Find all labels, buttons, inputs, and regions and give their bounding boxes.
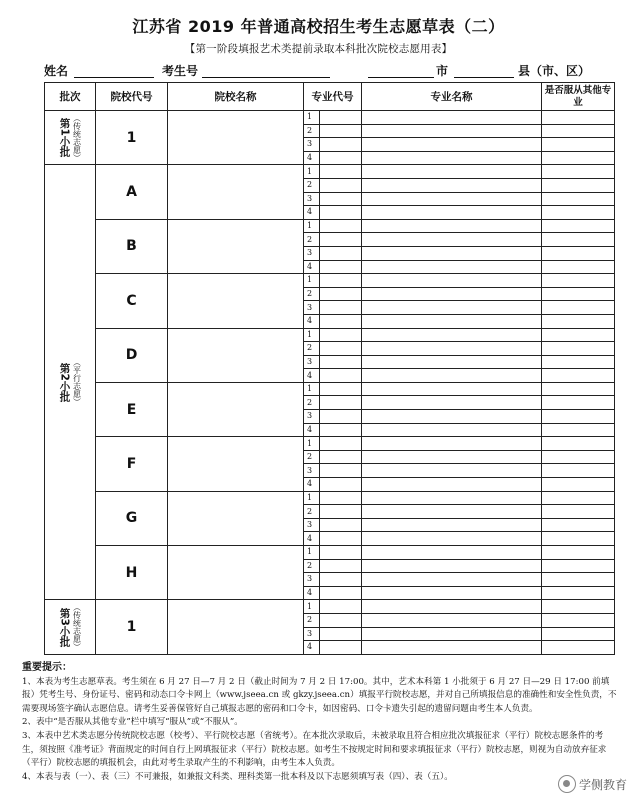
obey-other-cell[interactable] xyxy=(542,274,615,288)
school-name-cell[interactable] xyxy=(168,491,304,545)
major-code-cell[interactable] xyxy=(320,138,362,152)
major-number-cell: 4 xyxy=(304,314,320,328)
major-name-cell[interactable] xyxy=(362,410,542,424)
major-number-cell: 4 xyxy=(304,423,320,437)
obey-other-cell[interactable] xyxy=(542,246,615,260)
major-code-cell[interactable] xyxy=(320,573,362,587)
obey-other-cell[interactable] xyxy=(542,165,615,179)
major-number-cell: 4 xyxy=(304,260,320,274)
obey-other-cell[interactable] xyxy=(542,396,615,410)
exam-no-field[interactable] xyxy=(202,77,330,78)
obey-other-cell[interactable] xyxy=(542,233,615,247)
major-code-cell[interactable] xyxy=(320,165,362,179)
school-code-cell[interactable]: 1 xyxy=(96,111,168,165)
school-code-cell[interactable]: E xyxy=(96,382,168,436)
header-school-code: 院校代号 xyxy=(96,83,168,111)
wechat-watermark xyxy=(554,773,631,795)
table-row xyxy=(45,600,615,614)
major-number-cell: 1 xyxy=(304,600,320,614)
table-body xyxy=(45,111,615,655)
major-code-cell[interactable] xyxy=(320,178,362,192)
student-info-line xyxy=(44,62,614,80)
major-number-cell: 1 xyxy=(304,437,320,451)
major-code-cell[interactable] xyxy=(320,328,362,342)
major-code-cell[interactable] xyxy=(320,369,362,383)
major-number-cell: 1 xyxy=(304,491,320,505)
school-code-cell[interactable]: C xyxy=(96,274,168,328)
major-number-cell: 3 xyxy=(304,192,320,206)
obey-other-cell[interactable] xyxy=(542,328,615,342)
obey-other-cell[interactable] xyxy=(542,423,615,437)
major-number-cell: 3 xyxy=(304,627,320,641)
obey-other-cell[interactable] xyxy=(542,437,615,451)
obey-other-cell[interactable] xyxy=(542,314,615,328)
major-number-cell: 1 xyxy=(304,546,320,560)
school-code-cell[interactable]: A xyxy=(96,165,168,219)
major-code-cell[interactable] xyxy=(320,437,362,451)
table-row xyxy=(45,437,615,451)
major-name-cell[interactable] xyxy=(362,151,542,165)
wechat-logo-icon xyxy=(558,775,576,793)
obey-other-cell[interactable] xyxy=(542,586,615,600)
major-code-cell[interactable] xyxy=(320,124,362,138)
major-code-cell[interactable] xyxy=(320,450,362,464)
major-name-cell[interactable] xyxy=(362,246,542,260)
table-row xyxy=(45,546,615,560)
major-number-cell: 3 xyxy=(304,573,320,587)
major-name-cell[interactable] xyxy=(362,600,542,614)
major-code-cell[interactable] xyxy=(320,546,362,560)
obey-other-cell[interactable] xyxy=(542,355,615,369)
major-number-cell: 4 xyxy=(304,478,320,492)
major-name-cell[interactable] xyxy=(362,274,542,288)
major-number-cell: 2 xyxy=(304,178,320,192)
major-code-cell[interactable] xyxy=(320,627,362,641)
major-name-cell[interactable] xyxy=(362,206,542,220)
major-number-cell: 3 xyxy=(304,355,320,369)
major-code-cell[interactable] xyxy=(320,219,362,233)
batch-note: （传统志愿） xyxy=(72,113,82,162)
obey-other-cell[interactable] xyxy=(542,219,615,233)
major-name-cell[interactable] xyxy=(362,573,542,587)
major-code-cell[interactable] xyxy=(320,410,362,424)
major-code-cell[interactable] xyxy=(320,505,362,519)
obey-other-cell[interactable] xyxy=(542,287,615,301)
major-number-cell: 4 xyxy=(304,151,320,165)
school-name-cell[interactable] xyxy=(168,219,304,273)
note-item: 1、本表为考生志愿草表。考生须在 6 月 27 日—7 月 2 日（截止时间为 7 月 2 日 17:00。其中，艺术本科第 1 小批须于 6 月 27 日—29 日 17:00 前填报）凭考生号、身份证号、密码和动态口令卡网上（www.jseea.cn 或 gkzy.jseea.cn）填报平行院校志愿，并对自己所填报信息的准确性和安全性负责，不需要现场签字确认志愿信息。请考生妥善保管好自己填报志愿的密码和口令卡，如因密码、口令卡遗失引起的遗留问题由考生本人负责。 xyxy=(22,676,617,714)
batch-note: （传统志愿） xyxy=(72,603,82,652)
major-code-cell[interactable] xyxy=(320,301,362,315)
major-name-cell[interactable] xyxy=(362,138,542,152)
major-number-cell: 2 xyxy=(304,559,320,573)
major-name-cell[interactable] xyxy=(362,641,542,655)
major-name-cell[interactable] xyxy=(362,124,542,138)
table-row xyxy=(45,165,615,179)
major-code-cell[interactable] xyxy=(320,355,362,369)
major-name-cell[interactable] xyxy=(362,328,542,342)
obey-other-cell[interactable] xyxy=(542,491,615,505)
major-number-cell: 3 xyxy=(304,138,320,152)
header-school-name: 院校名称 xyxy=(168,83,304,111)
school-name-cell[interactable] xyxy=(168,165,304,219)
school-name-cell[interactable] xyxy=(168,546,304,600)
city-label: 市 xyxy=(436,64,449,78)
major-number-cell: 1 xyxy=(304,382,320,396)
important-notes xyxy=(22,661,620,784)
batch-note: （平行志愿） xyxy=(72,358,82,407)
major-code-cell[interactable] xyxy=(320,532,362,546)
major-code-cell[interactable] xyxy=(320,206,362,220)
major-number-cell: 3 xyxy=(304,246,320,260)
major-code-cell[interactable] xyxy=(320,246,362,260)
school-code-cell[interactable]: D xyxy=(96,328,168,382)
major-name-cell[interactable] xyxy=(362,287,542,301)
major-code-cell[interactable] xyxy=(320,559,362,573)
obey-other-cell[interactable] xyxy=(542,206,615,220)
obey-other-cell[interactable] xyxy=(542,178,615,192)
major-number-cell: 3 xyxy=(304,518,320,532)
major-name-cell[interactable] xyxy=(362,437,542,451)
obey-other-cell[interactable] xyxy=(542,641,615,655)
major-number-cell: 1 xyxy=(304,274,320,288)
major-name-cell[interactable] xyxy=(362,382,542,396)
obey-other-cell[interactable] xyxy=(542,559,615,573)
major-number-cell: 2 xyxy=(304,233,320,247)
major-number-cell: 3 xyxy=(304,464,320,478)
obey-other-cell[interactable] xyxy=(542,573,615,587)
major-code-cell[interactable] xyxy=(320,464,362,478)
major-code-cell[interactable] xyxy=(320,314,362,328)
major-name-cell[interactable] xyxy=(362,396,542,410)
major-code-cell[interactable] xyxy=(320,586,362,600)
major-code-cell[interactable] xyxy=(320,600,362,614)
major-name-cell[interactable] xyxy=(362,178,542,192)
header-major-code: 专业代号 xyxy=(304,83,362,111)
major-name-cell[interactable] xyxy=(362,613,542,627)
school-name-cell[interactable] xyxy=(168,600,304,654)
major-number-cell: 2 xyxy=(304,124,320,138)
major-name-cell[interactable] xyxy=(362,111,542,125)
obey-other-cell[interactable] xyxy=(542,301,615,315)
major-name-cell[interactable] xyxy=(362,464,542,478)
major-number-cell: 2 xyxy=(304,450,320,464)
major-code-cell[interactable] xyxy=(320,518,362,532)
obey-other-cell[interactable] xyxy=(542,192,615,206)
school-code-cell[interactable]: B xyxy=(96,219,168,273)
major-code-cell[interactable] xyxy=(320,274,362,288)
school-name-cell[interactable] xyxy=(168,111,304,165)
major-code-cell[interactable] xyxy=(320,423,362,437)
major-name-cell[interactable] xyxy=(362,192,542,206)
obey-other-cell[interactable] xyxy=(542,546,615,560)
major-number-cell: 1 xyxy=(304,165,320,179)
school-name-cell[interactable] xyxy=(168,274,304,328)
batch-cell xyxy=(45,600,96,654)
major-name-cell[interactable] xyxy=(362,505,542,519)
obey-other-cell[interactable] xyxy=(542,532,615,546)
obey-other-cell[interactable] xyxy=(542,450,615,464)
table-row xyxy=(45,219,615,233)
major-code-cell[interactable] xyxy=(320,641,362,655)
major-code-cell[interactable] xyxy=(320,478,362,492)
major-code-cell[interactable] xyxy=(320,233,362,247)
major-number-cell: 4 xyxy=(304,369,320,383)
major-number-cell: 2 xyxy=(304,396,320,410)
major-code-cell[interactable] xyxy=(320,491,362,505)
major-number-cell: 1 xyxy=(304,111,320,125)
form-title: 江苏省 2019 年普通高校招生考生志愿草表（二） xyxy=(132,17,505,36)
obey-other-cell[interactable] xyxy=(542,600,615,614)
major-number-cell: 2 xyxy=(304,287,320,301)
major-code-cell[interactable] xyxy=(320,613,362,627)
major-name-cell[interactable] xyxy=(362,301,542,315)
batch-name: 第2小批 xyxy=(58,362,71,402)
major-number-cell: 2 xyxy=(304,505,320,519)
note-item: 2、表中“是否服从其他专业”栏中填写“服从”或“不服从”。 xyxy=(22,717,243,728)
major-number-cell: 1 xyxy=(304,219,320,233)
major-name-cell[interactable] xyxy=(362,260,542,274)
major-name-cell[interactable] xyxy=(362,233,542,247)
obey-other-cell[interactable] xyxy=(542,505,615,519)
table-row xyxy=(45,328,615,342)
obey-other-cell[interactable] xyxy=(542,518,615,532)
exam-no-label: 考生号 xyxy=(162,64,199,78)
major-number-cell: 4 xyxy=(304,586,320,600)
major-name-cell[interactable] xyxy=(362,450,542,464)
major-name-cell[interactable] xyxy=(362,627,542,641)
obey-other-cell[interactable] xyxy=(542,627,615,641)
major-number-cell: 2 xyxy=(304,342,320,356)
major-code-cell[interactable] xyxy=(320,342,362,356)
batch-cell xyxy=(45,111,96,165)
major-name-cell[interactable] xyxy=(362,559,542,573)
name-label: 姓名 xyxy=(44,64,69,78)
header-batch: 批次 xyxy=(45,83,96,111)
major-name-cell[interactable] xyxy=(362,219,542,233)
city-field[interactable] xyxy=(368,77,434,78)
obey-other-cell[interactable] xyxy=(542,369,615,383)
school-name-cell[interactable] xyxy=(168,328,304,382)
school-code-cell[interactable]: H xyxy=(96,546,168,600)
obey-other-cell[interactable] xyxy=(542,464,615,478)
obey-other-cell[interactable] xyxy=(542,151,615,165)
batch-name: 第1小批 xyxy=(58,118,71,158)
major-code-cell[interactable] xyxy=(320,260,362,274)
obey-other-cell[interactable] xyxy=(542,111,615,125)
major-code-cell[interactable] xyxy=(320,192,362,206)
school-code-cell[interactable]: G xyxy=(96,491,168,545)
obey-other-cell[interactable] xyxy=(542,613,615,627)
obey-other-cell[interactable] xyxy=(542,124,615,138)
major-number-cell: 1 xyxy=(304,328,320,342)
major-number-cell: 3 xyxy=(304,301,320,315)
header-obey-other: 是否服从其他专业 xyxy=(542,83,615,111)
obey-other-cell[interactable] xyxy=(542,260,615,274)
major-name-cell[interactable] xyxy=(362,518,542,532)
school-name-cell[interactable] xyxy=(168,437,304,491)
batch-name: 第3小批 xyxy=(58,607,71,647)
major-name-cell[interactable] xyxy=(362,314,542,328)
major-number-cell: 3 xyxy=(304,410,320,424)
major-number-cell: 2 xyxy=(304,613,320,627)
school-name-cell[interactable] xyxy=(168,382,304,436)
school-code-cell[interactable]: 1 xyxy=(96,600,168,654)
major-code-cell[interactable] xyxy=(320,111,362,125)
obey-other-cell[interactable] xyxy=(542,478,615,492)
notes-heading: 重要提示： xyxy=(22,662,72,673)
school-code-cell[interactable]: F xyxy=(96,437,168,491)
major-name-cell[interactable] xyxy=(362,546,542,560)
major-name-cell[interactable] xyxy=(362,423,542,437)
county-label: 县（市、区） xyxy=(518,64,591,78)
major-name-cell[interactable] xyxy=(362,355,542,369)
major-name-cell[interactable] xyxy=(362,532,542,546)
major-name-cell[interactable] xyxy=(362,478,542,492)
major-name-cell[interactable] xyxy=(362,342,542,356)
major-number-cell: 4 xyxy=(304,206,320,220)
form-subtitle: 【第一阶段填报艺术类提前录取本科批次院校志愿用表】 xyxy=(184,43,453,55)
obey-other-cell[interactable] xyxy=(542,410,615,424)
obey-other-cell[interactable] xyxy=(542,138,615,152)
county-field[interactable] xyxy=(454,77,514,78)
header-major-name: 专业名称 xyxy=(362,83,542,111)
application-table xyxy=(44,82,615,655)
major-name-cell[interactable] xyxy=(362,369,542,383)
major-name-cell[interactable] xyxy=(362,491,542,505)
table-row xyxy=(45,111,615,125)
major-name-cell[interactable] xyxy=(362,586,542,600)
watermark-text: 学侧教育 xyxy=(578,777,627,792)
major-code-cell[interactable] xyxy=(320,287,362,301)
major-code-cell[interactable] xyxy=(320,151,362,165)
major-number-cell: 4 xyxy=(304,532,320,546)
obey-other-cell[interactable] xyxy=(542,342,615,356)
name-field[interactable] xyxy=(74,77,154,78)
note-item: 3、本表中艺术类志愿分传统院校志愿（校考）、平行院校志愿（省统考）。在本批次录取后，未被录取且符合相应批次填报征求（平行）院校志愿条件的考生，须按照《准考证》背面规定的时间自行上网填报征求（平行）院校志愿。如考生不按规定时间和要求填报征求（平行）院校志愿，则视为自动放弃征求（平行）院校志愿的填报机会，由此对考生录取产生的不利影响，由考生本人负责。 xyxy=(22,730,607,769)
batch-cell xyxy=(45,165,96,600)
major-number-cell: 4 xyxy=(304,641,320,655)
table-row xyxy=(45,382,615,396)
note-item: 4、本表与表（一）、表（三）不可兼报，如兼报文科类、理科类第一批本科及以下志愿须填写表（四）、表（五）。 xyxy=(22,771,453,782)
major-name-cell[interactable] xyxy=(362,165,542,179)
table-header-row xyxy=(45,83,615,111)
obey-other-cell[interactable] xyxy=(542,382,615,396)
major-code-cell[interactable] xyxy=(320,396,362,410)
table-row xyxy=(45,274,615,288)
table-row xyxy=(45,491,615,505)
major-code-cell[interactable] xyxy=(320,382,362,396)
